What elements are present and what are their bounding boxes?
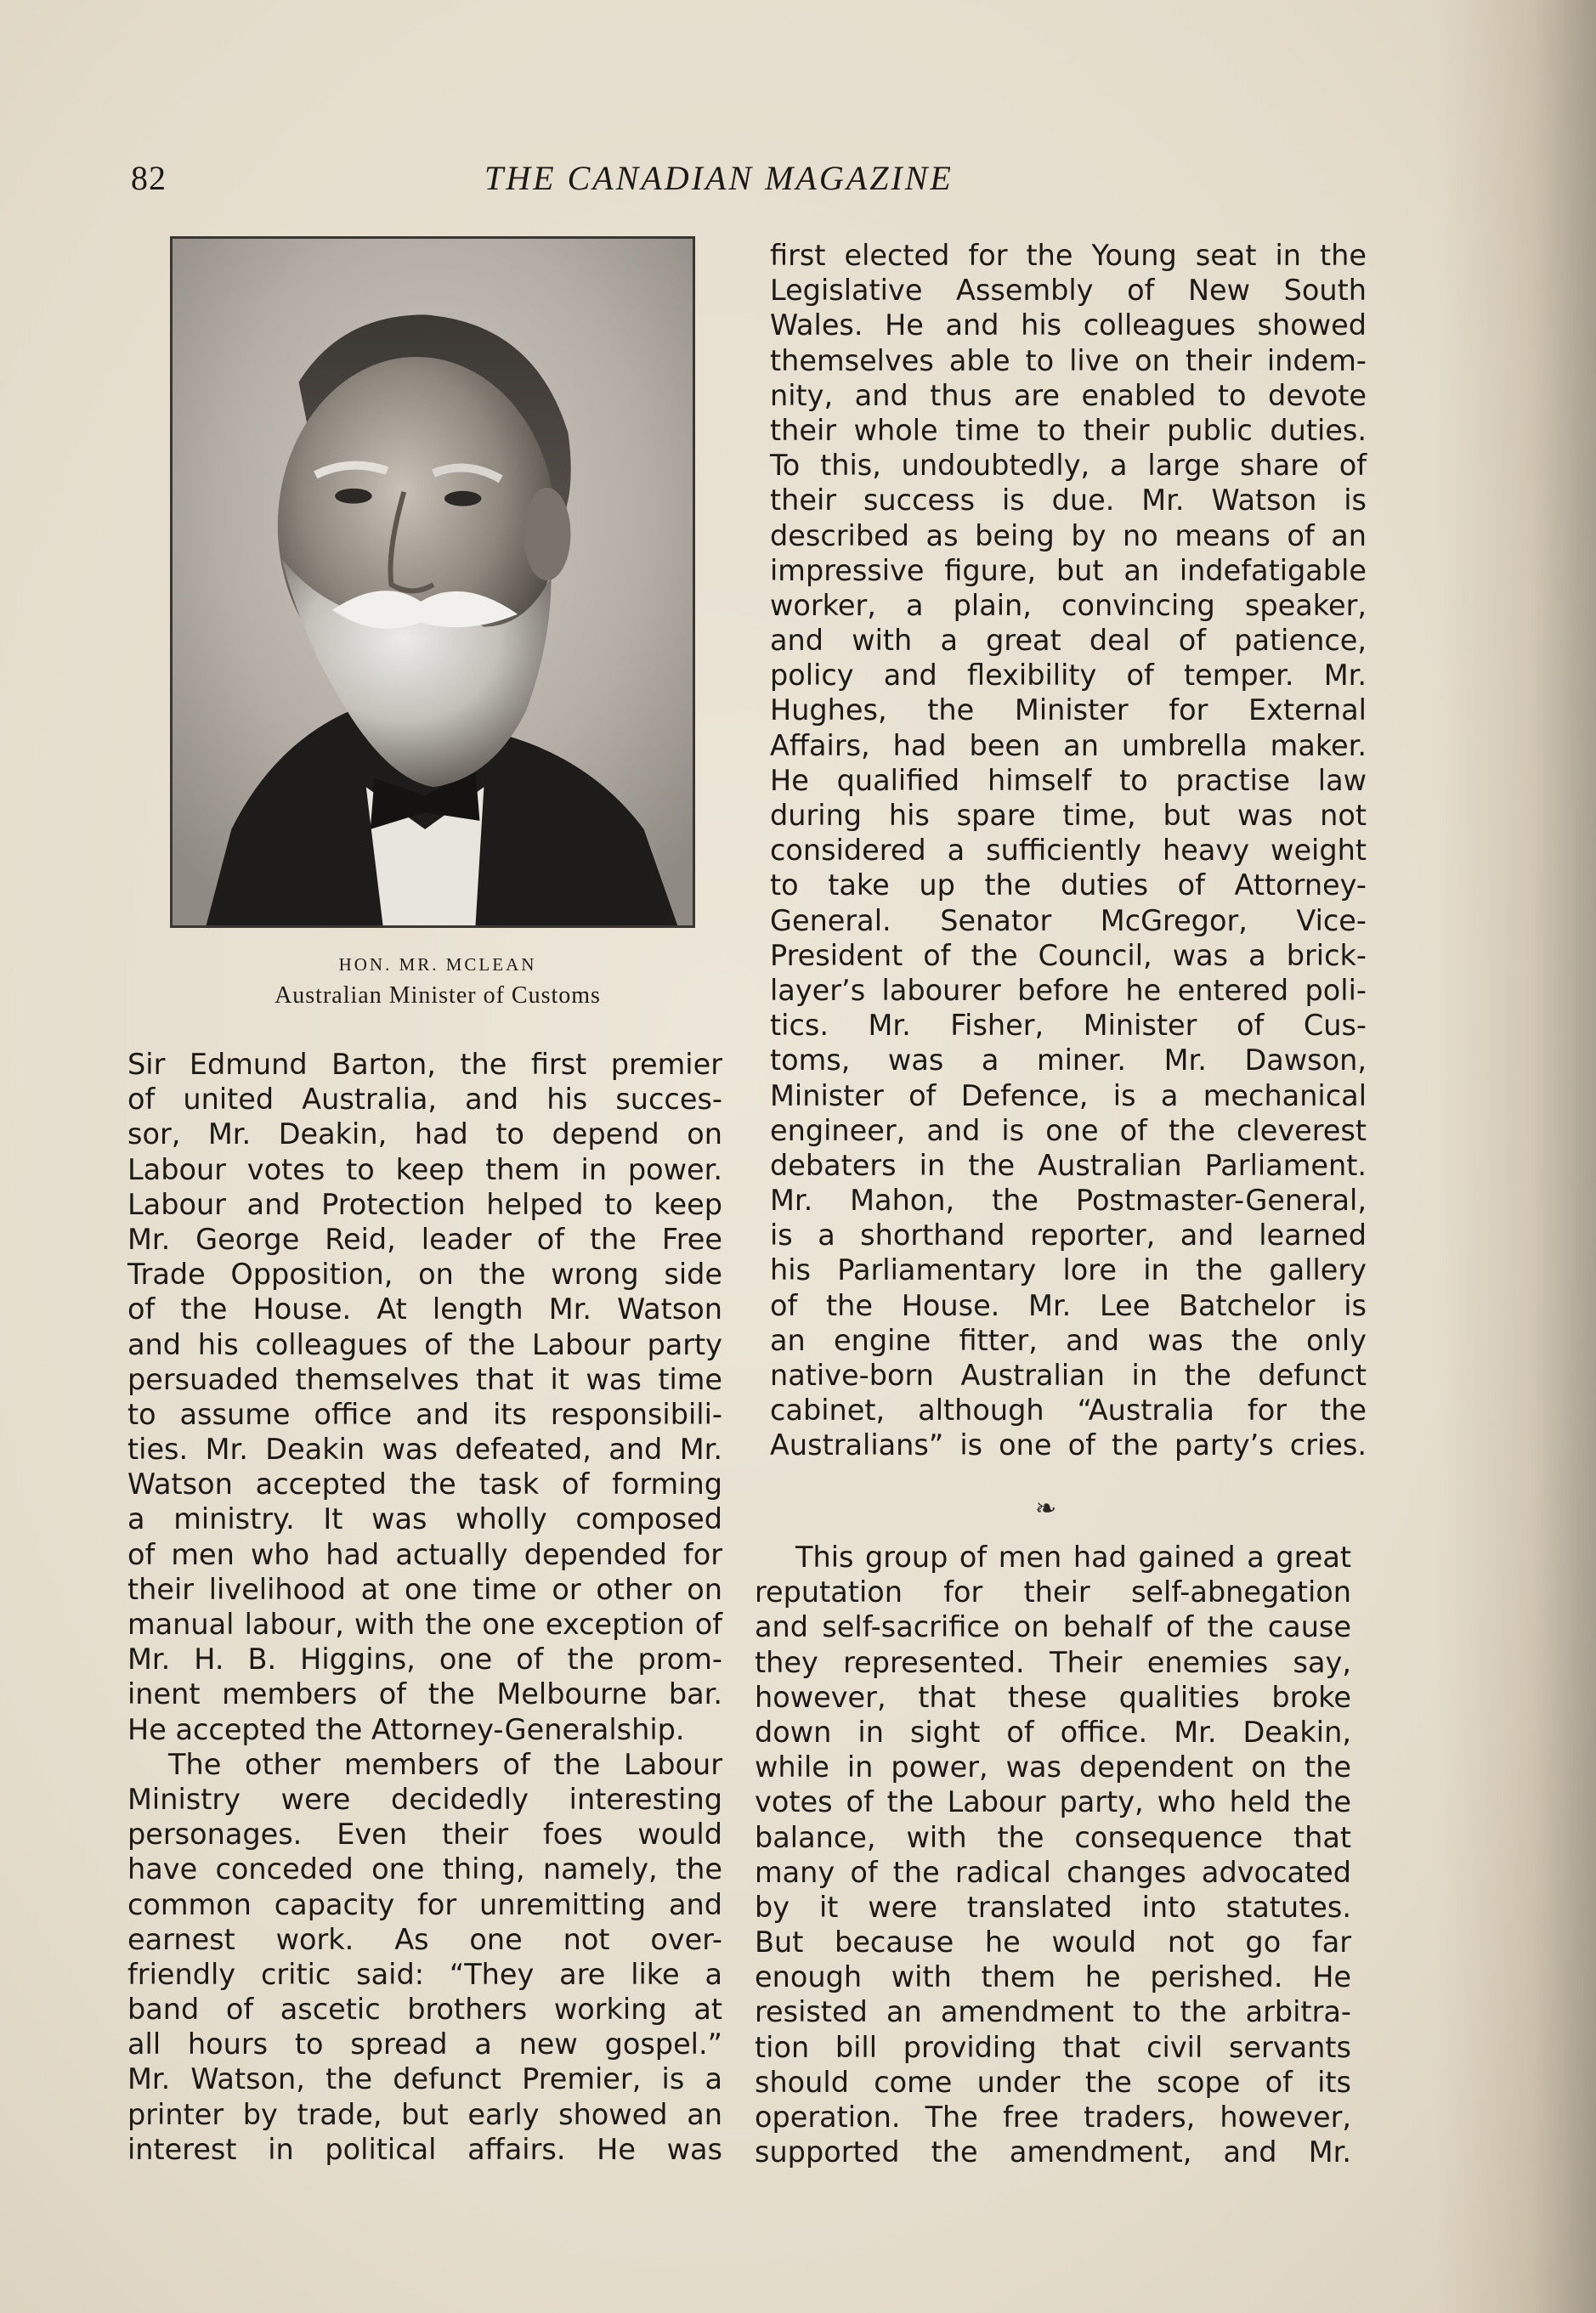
text-line: enough with them he perished. He <box>755 1960 1351 1994</box>
text-line: persuaded themselves that it was time <box>127 1362 722 1396</box>
text-line: worker, a plain, convincing speaker, <box>770 588 1367 622</box>
text-line: General. Senator McGregor, Vice- <box>770 903 1367 937</box>
text-line: of the House. At length Mr. Watson <box>127 1292 722 1326</box>
text-line: debaters in the Australian Parliament. <box>770 1148 1367 1182</box>
text-line: He accepted the Attorney-Generalship. <box>127 1712 685 1746</box>
text-line: down in sight of office. Mr. Deakin, <box>755 1715 1351 1749</box>
text-line: is a shorthand reporter, and learned <box>770 1219 1367 1253</box>
right-column-top <box>770 238 1367 1463</box>
text-line: their success is due. Mr. Watson is <box>770 484 1367 517</box>
text-line: Sir Edmund Barton, the first premier <box>127 1048 722 1081</box>
text-line: Australians” is one of the party’s cries. <box>770 1428 1367 1462</box>
page-number: 82 <box>131 159 167 197</box>
portrait-photo <box>170 236 695 928</box>
text-line: Mr. Watson, the defunct Premier, is a <box>127 2062 722 2096</box>
text-line: layer’s labourer before he entered poli- <box>770 973 1367 1007</box>
text-line: earnest work. As one not over- <box>127 1922 722 1956</box>
left-column <box>127 1047 722 2167</box>
text-line: tics. Mr. Fisher, Minister of Cus- <box>770 1009 1367 1043</box>
text-line: native-born Australian in the defunct <box>770 1359 1367 1392</box>
text-line: many of the radical changes advocated <box>755 1855 1351 1889</box>
text-line: Labour and Protection helped to keep <box>127 1187 722 1221</box>
text-line: and with a great deal of patience, <box>770 624 1367 658</box>
text-line: reputation for their self-abnegation <box>755 1575 1351 1609</box>
text-line: to assume office and its responsibili- <box>127 1397 722 1431</box>
text-line: Mr. George Reid, leader of the Free <box>127 1222 722 1256</box>
text-line: an engine fitter, and was the only <box>770 1323 1367 1357</box>
text-line: of men who had actually depended for <box>127 1537 722 1571</box>
text-line: common capacity for unremitting and <box>127 1887 722 1921</box>
text-line: and his colleagues of the Labour party <box>127 1327 722 1361</box>
text-line: first elected for the Young seat in the <box>770 239 1367 272</box>
text-line: all hours to spread a new gospel.” <box>127 2027 722 2061</box>
text-line: their livelihood at one time or other on <box>127 1572 722 1606</box>
text-line: a ministry. It was wholly composed <box>127 1502 722 1536</box>
text-line: Watson accepted the task of forming <box>127 1468 722 1501</box>
text-line: To this, undoubtedly, a large share of <box>770 449 1367 483</box>
text-line: This group of men had gained a great <box>795 1541 1351 1574</box>
text-line: by it were translated into statutes. <box>755 1890 1351 1924</box>
text-line: of united Australia, and his succes- <box>127 1083 722 1117</box>
text-line: themselves able to live on their indem- <box>770 343 1367 377</box>
text-line: described as being by no means of an <box>770 518 1367 552</box>
text-line: He qualified himself to practise law <box>770 763 1367 797</box>
text-line: Wales. He and his colleagues showed <box>770 308 1367 342</box>
text-line: The other members of the Labour <box>168 1747 722 1781</box>
text-line: they represented. Their enemies say, <box>755 1645 1351 1679</box>
portrait-image <box>173 239 693 925</box>
text-line: band of ascetic brothers working at <box>127 1993 722 2027</box>
text-line: should come under the scope of its <box>755 2065 1351 2099</box>
text-line: of the House. Mr. Lee Batchelor is <box>770 1288 1367 1322</box>
text-line: his Parliamentary lore in the gallery <box>770 1253 1367 1287</box>
text-line: during his spare time, but was not <box>770 799 1367 832</box>
text-line: interest in political affairs. He was <box>127 2132 722 2166</box>
text-line: while in power, was dependent on the <box>755 1750 1351 1784</box>
text-line: sor, Mr. Deakin, had to depend on <box>127 1117 722 1151</box>
text-line: But because he would not go far <box>755 1926 1351 1960</box>
text-line: Labour votes to keep them in power. <box>127 1152 722 1186</box>
text-line: friendly critic said: “They are like a <box>127 1957 722 1991</box>
text-line: operation. The free traders, however, <box>755 2101 1351 2134</box>
text-line: balance, with the consequence that <box>755 1820 1351 1854</box>
text-line: Mr. H. B. Higgins, one of the prom- <box>127 1643 722 1677</box>
text-line: tion bill providing that civil servants <box>755 2030 1351 2064</box>
text-line: Affairs, had been an umbrella maker. <box>770 728 1367 762</box>
text-line: votes of the Labour party, who held the <box>755 1785 1351 1819</box>
text-line: engineer, and is one of the cleverest <box>770 1113 1367 1147</box>
caption-title: Australian Minister of Customs <box>274 982 601 1009</box>
text-line: considered a sufficiently heavy weight <box>770 834 1367 868</box>
text-line: President of the Council, was a brick- <box>770 938 1367 972</box>
text-line: cabinet, although “Australia for the <box>770 1394 1367 1428</box>
text-line: ties. Mr. Deakin was defeated, and Mr. <box>127 1433 722 1467</box>
text-line: inent members of the Melbourne bar. <box>127 1677 722 1711</box>
running-title: THE CANADIAN MAGAZINE <box>484 159 954 197</box>
text-line: personages. Even their foes would <box>127 1818 722 1852</box>
text-line: however, that these qualities broke <box>755 1680 1351 1714</box>
text-line: their whole time to their public duties. <box>770 413 1367 447</box>
text-line: printer by trade, but early showed an <box>127 2097 722 2131</box>
text-line: manual labour, with the one exception of <box>127 1608 722 1641</box>
text-line: toms, was a miner. Mr. Dawson, <box>770 1043 1367 1077</box>
caption-name: HON. MR. MCLEAN <box>338 954 537 975</box>
figure-caption <box>170 950 705 1013</box>
text-line: supported the amendment, and Mr. <box>755 2135 1351 2169</box>
text-line: to take up the duties of Attorney- <box>770 868 1367 902</box>
text-line: impressive figure, but an indefatigable <box>770 553 1367 587</box>
text-line: Legislative Assembly of New South <box>770 274 1367 308</box>
text-line: have conceded one thing, namely, the <box>127 1852 722 1886</box>
text-line: and self-sacrifice on behalf of the cause <box>755 1610 1351 1644</box>
text-line: Hughes, the Minister for External <box>770 693 1367 727</box>
text-line: nity, and thus are enabled to devote <box>770 378 1367 412</box>
text-line: Mr. Mahon, the Postmaster-General, <box>770 1184 1367 1218</box>
text-line: resisted an amendment to the arbitra- <box>755 1995 1351 2029</box>
text-line: policy and flexibility of temper. Mr. <box>770 659 1367 693</box>
section-ornament: ❧ <box>1035 1494 1057 1524</box>
text-line: Ministry were decidedly interesting <box>127 1782 722 1816</box>
text-line: Minister of Defence, is a mechanical <box>770 1078 1367 1112</box>
text-line: Trade Opposition, on the wrong side <box>127 1258 722 1292</box>
right-column-bottom <box>755 1540 1351 2169</box>
